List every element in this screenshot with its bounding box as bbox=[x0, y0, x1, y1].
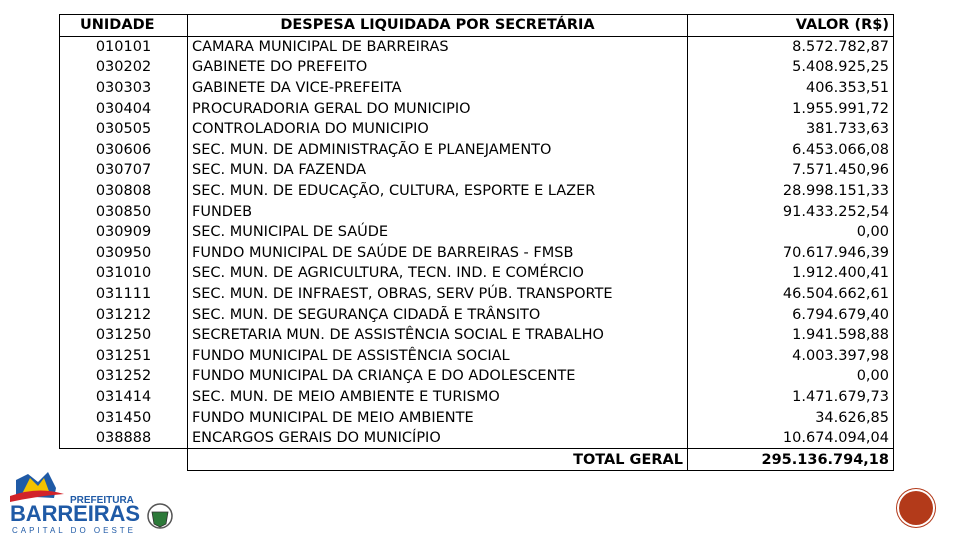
logo-name: BARREIRAS bbox=[10, 501, 140, 526]
cell-valor: 6.794.679,40 bbox=[688, 304, 894, 325]
table-row bbox=[60, 201, 894, 222]
total-row bbox=[60, 449, 894, 471]
table-row bbox=[60, 243, 894, 264]
expense-table bbox=[59, 14, 894, 471]
cell-valor: 91.433.252,54 bbox=[688, 201, 894, 222]
cell-despesa: FUNDO MUNICIPAL DE ASSISTÊNCIA SOCIAL bbox=[188, 346, 688, 367]
cell-unidade: 030606 bbox=[60, 140, 188, 161]
cell-despesa: ENCARGOS GERAIS DO MUNICÍPIO bbox=[188, 428, 688, 449]
header-unidade: UNIDADE bbox=[60, 15, 188, 37]
cell-unidade: 030303 bbox=[60, 78, 188, 99]
table-row bbox=[60, 181, 894, 202]
table-row bbox=[60, 160, 894, 181]
logo-top-text: PREFEITURA bbox=[70, 495, 134, 506]
cell-despesa: FUNDO MUNICIPAL DE SAÚDE DE BARREIRAS - FMSB bbox=[188, 243, 688, 264]
table-row bbox=[60, 428, 894, 449]
cell-despesa: SEC. MUN. DE AGRICULTURA, TECN. IND. E COMÉRCIO bbox=[188, 263, 688, 284]
cell-unidade: 031251 bbox=[60, 346, 188, 367]
total-value: 295.136.794,18 bbox=[688, 449, 894, 471]
cell-unidade: 031250 bbox=[60, 325, 188, 346]
cell-despesa: CAMARA MUNICIPAL DE BARREIRAS bbox=[188, 36, 688, 57]
cell-unidade: 030909 bbox=[60, 222, 188, 243]
cell-valor: 4.003.397,98 bbox=[688, 346, 894, 367]
cell-despesa: SECRETARIA MUN. DE ASSISTÊNCIA SOCIAL E TRABALHO bbox=[188, 325, 688, 346]
cell-unidade: 031111 bbox=[60, 284, 188, 305]
table-row bbox=[60, 36, 894, 57]
cell-valor: 6.453.066,08 bbox=[688, 140, 894, 161]
page-badge-icon bbox=[899, 491, 933, 525]
cell-valor: 10.674.094,04 bbox=[688, 428, 894, 449]
total-label: TOTAL GERAL bbox=[188, 449, 688, 471]
cell-despesa: SEC. MUN. DE MEIO AMBIENTE E TURISMO bbox=[188, 387, 688, 408]
table-row bbox=[60, 387, 894, 408]
table-row bbox=[60, 366, 894, 387]
cell-unidade: 031252 bbox=[60, 366, 188, 387]
cell-valor: 1.941.598,88 bbox=[688, 325, 894, 346]
cell-despesa: SEC. MUN. DE SEGURANÇA CIDADÃ E TRÂNSITO bbox=[188, 304, 688, 325]
cell-despesa: PROCURADORIA GERAL DO MUNICIPIO bbox=[188, 98, 688, 119]
cell-unidade: 031450 bbox=[60, 407, 188, 428]
table-row bbox=[60, 346, 894, 367]
prefeitura-barreiras-logo bbox=[8, 466, 178, 534]
cell-valor: 70.617.946,39 bbox=[688, 243, 894, 264]
cell-despesa: FUNDO MUNICIPAL DA CRIANÇA E DO ADOLESCENTE bbox=[188, 366, 688, 387]
cell-despesa: GABINETE DO PREFEITO bbox=[188, 57, 688, 78]
logo-tagline: CAPITAL DO OESTE bbox=[12, 526, 137, 534]
cell-despesa: FUNDO MUNICIPAL DE MEIO AMBIENTE bbox=[188, 407, 688, 428]
cell-unidade: 038888 bbox=[60, 428, 188, 449]
cell-despesa: SEC. MUN. DA FAZENDA bbox=[188, 160, 688, 181]
table-row bbox=[60, 78, 894, 99]
table-row bbox=[60, 119, 894, 140]
table-row bbox=[60, 140, 894, 161]
cell-unidade: 030707 bbox=[60, 160, 188, 181]
cell-despesa: SEC. MUN. DE EDUCAÇÃO, CULTURA, ESPORTE E LAZER bbox=[188, 181, 688, 202]
cell-valor: 0,00 bbox=[688, 366, 894, 387]
cell-valor: 0,00 bbox=[688, 222, 894, 243]
cell-valor: 1.471.679,73 bbox=[688, 387, 894, 408]
cell-valor: 7.571.450,96 bbox=[688, 160, 894, 181]
header-valor: VALOR (R$) bbox=[688, 15, 894, 37]
cell-despesa: SEC. MUNICIPAL DE SAÚDE bbox=[188, 222, 688, 243]
table-row bbox=[60, 407, 894, 428]
table-row bbox=[60, 57, 894, 78]
table-header-row bbox=[60, 15, 894, 37]
cell-unidade: 031212 bbox=[60, 304, 188, 325]
cell-valor: 5.408.925,25 bbox=[688, 57, 894, 78]
cell-despesa: CONTROLADORIA DO MUNICIPIO bbox=[188, 119, 688, 140]
cell-valor: 1.912.400,41 bbox=[688, 263, 894, 284]
header-despesa: DESPESA LIQUIDADA POR SECRETÁRIA bbox=[188, 15, 688, 37]
cell-despesa: GABINETE DA VICE-PREFEITA bbox=[188, 78, 688, 99]
cell-unidade: 030505 bbox=[60, 119, 188, 140]
table-row bbox=[60, 325, 894, 346]
cell-despesa: FUNDEB bbox=[188, 201, 688, 222]
cell-valor: 34.626,85 bbox=[688, 407, 894, 428]
cell-valor: 46.504.662,61 bbox=[688, 284, 894, 305]
table-body bbox=[60, 36, 894, 470]
cell-unidade: 030202 bbox=[60, 57, 188, 78]
cell-despesa: SEC. MUN. DE ADMINISTRAÇÃO E PLANEJAMENTO bbox=[188, 140, 688, 161]
cell-valor: 381.733,63 bbox=[688, 119, 894, 140]
table-row bbox=[60, 284, 894, 305]
cell-unidade: 030808 bbox=[60, 181, 188, 202]
cell-unidade: 010101 bbox=[60, 36, 188, 57]
cell-valor: 28.998.151,33 bbox=[688, 181, 894, 202]
cell-unidade: 030404 bbox=[60, 98, 188, 119]
cell-despesa: SEC. MUN. DE INFRAEST, OBRAS, SERV PÚB. TRANSPORTE bbox=[188, 284, 688, 305]
cell-valor: 1.955.991,72 bbox=[688, 98, 894, 119]
table-row bbox=[60, 304, 894, 325]
cell-unidade: 031414 bbox=[60, 387, 188, 408]
cell-unidade: 030950 bbox=[60, 243, 188, 264]
cell-unidade: 031010 bbox=[60, 263, 188, 284]
table-row bbox=[60, 222, 894, 243]
cell-valor: 8.572.782,87 bbox=[688, 36, 894, 57]
table-row bbox=[60, 263, 894, 284]
cell-valor: 406.353,51 bbox=[688, 78, 894, 99]
cell-unidade: 030850 bbox=[60, 201, 188, 222]
table-row bbox=[60, 98, 894, 119]
